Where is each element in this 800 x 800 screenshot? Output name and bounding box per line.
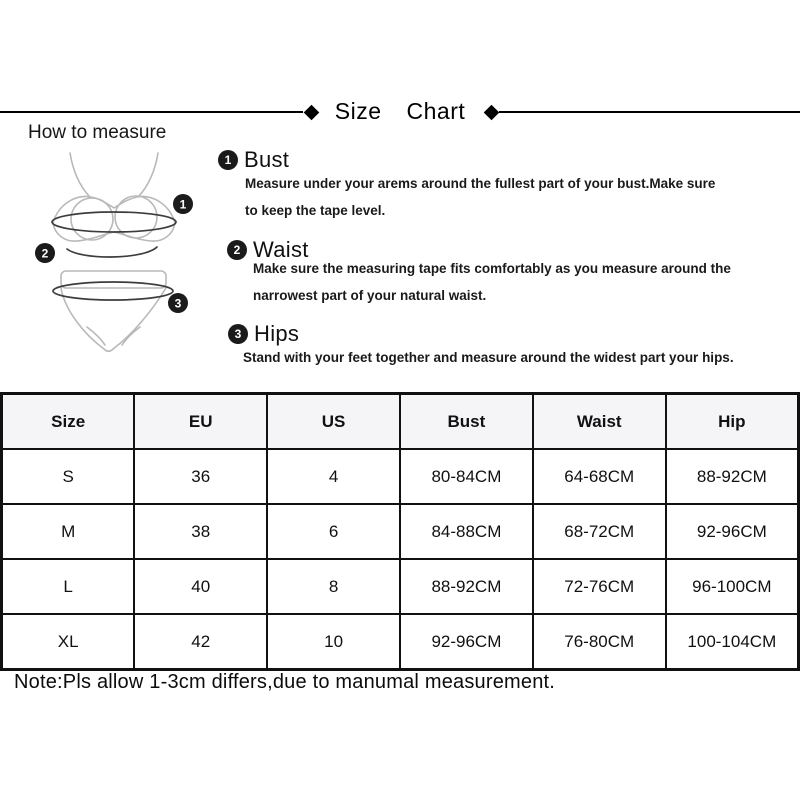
page-title-word1: Size [334, 98, 382, 124]
table-row-s [2, 449, 799, 504]
table-cell: 68-72CM [533, 504, 666, 559]
hips-number-badge-icon: 3 [228, 324, 248, 344]
hips-heading-label: Hips [254, 321, 300, 346]
table-row-l [2, 559, 799, 614]
table-cell: 76-80CM [533, 614, 666, 670]
how-to-measure-heading: How to measure [28, 122, 167, 143]
waist-tape-line [67, 247, 157, 257]
col-header-waist: Waist [533, 394, 666, 450]
table-cell: 96-100CM [666, 559, 799, 614]
bust-number-badge-icon: 1 [218, 150, 238, 170]
table-cell: 88-92CM [666, 449, 799, 504]
col-header-bust: Bust [400, 394, 533, 450]
table-cell: L [2, 559, 135, 614]
table-cell: 72-76CM [533, 559, 666, 614]
waist-description-line2: narrowest part of your natural waist. [253, 288, 487, 303]
table-cell: XL [2, 614, 135, 670]
page-title-word2: Chart [406, 98, 466, 124]
table-cell: 42 [134, 614, 267, 670]
table-cell: 80-84CM [400, 449, 533, 504]
bust-badge-number: 1 [179, 197, 187, 212]
table-row-m [2, 504, 799, 559]
table-cell: 64-68CM [533, 449, 666, 504]
page-title [320, 98, 480, 125]
size-table [0, 392, 800, 671]
table-cell: 100-104CM [666, 614, 799, 670]
waist-description [253, 255, 731, 309]
table-cell: 8 [267, 559, 400, 614]
table-cell: 40 [134, 559, 267, 614]
table-cell: 88-92CM [400, 559, 533, 614]
table-cell: M [2, 504, 135, 559]
col-header-size: Size [2, 394, 135, 450]
col-header-hip: Hip [666, 394, 799, 450]
table-row-xl [2, 614, 799, 670]
waist-heading-label: Waist [253, 237, 309, 262]
table-cell: 92-96CM [666, 504, 799, 559]
diamond-icon-left [304, 105, 320, 121]
bikini-measurement-illustration [25, 145, 225, 375]
hips-description-line1: Stand with your feet together and measure around the widest part your hips. [243, 350, 734, 365]
measuring-tape-lines [52, 212, 176, 300]
table-cell: 84-88CM [400, 504, 533, 559]
waist-description-line1: Make sure the measuring tape fits comfortably as you measure around the [253, 261, 731, 276]
table-cell: 10 [267, 614, 400, 670]
table-cell: S [2, 449, 135, 504]
bust-heading-label: Bust [244, 147, 290, 172]
measurement-note: Note:Pls allow 1-3cm differs,due to manumal measurement. [14, 671, 556, 693]
table-cell: 92-96CM [400, 614, 533, 670]
table-cell: 38 [134, 504, 267, 559]
bust-description-line1: Measure under your arems around the fullest part of your bust.Make sure [245, 176, 716, 191]
table-cell: 4 [267, 449, 400, 504]
title-rule-left [0, 111, 303, 113]
table-cell: 6 [267, 504, 400, 559]
waist-badge-number: 2 [41, 246, 49, 261]
table-cell: 36 [134, 449, 267, 504]
diamond-icon-right [484, 105, 500, 121]
hip-tape-line [53, 282, 173, 300]
col-header-us: US [267, 394, 400, 450]
col-header-eu: EU [134, 394, 267, 450]
title-rule-right [499, 111, 800, 113]
bust-description-line2: to keep the tape level. [245, 203, 386, 218]
waist-number-badge-icon: 2 [227, 240, 247, 260]
hips-description [243, 344, 734, 371]
bust-description [245, 170, 715, 224]
hip-badge-number: 3 [174, 296, 182, 311]
size-table-header-row [2, 394, 799, 450]
